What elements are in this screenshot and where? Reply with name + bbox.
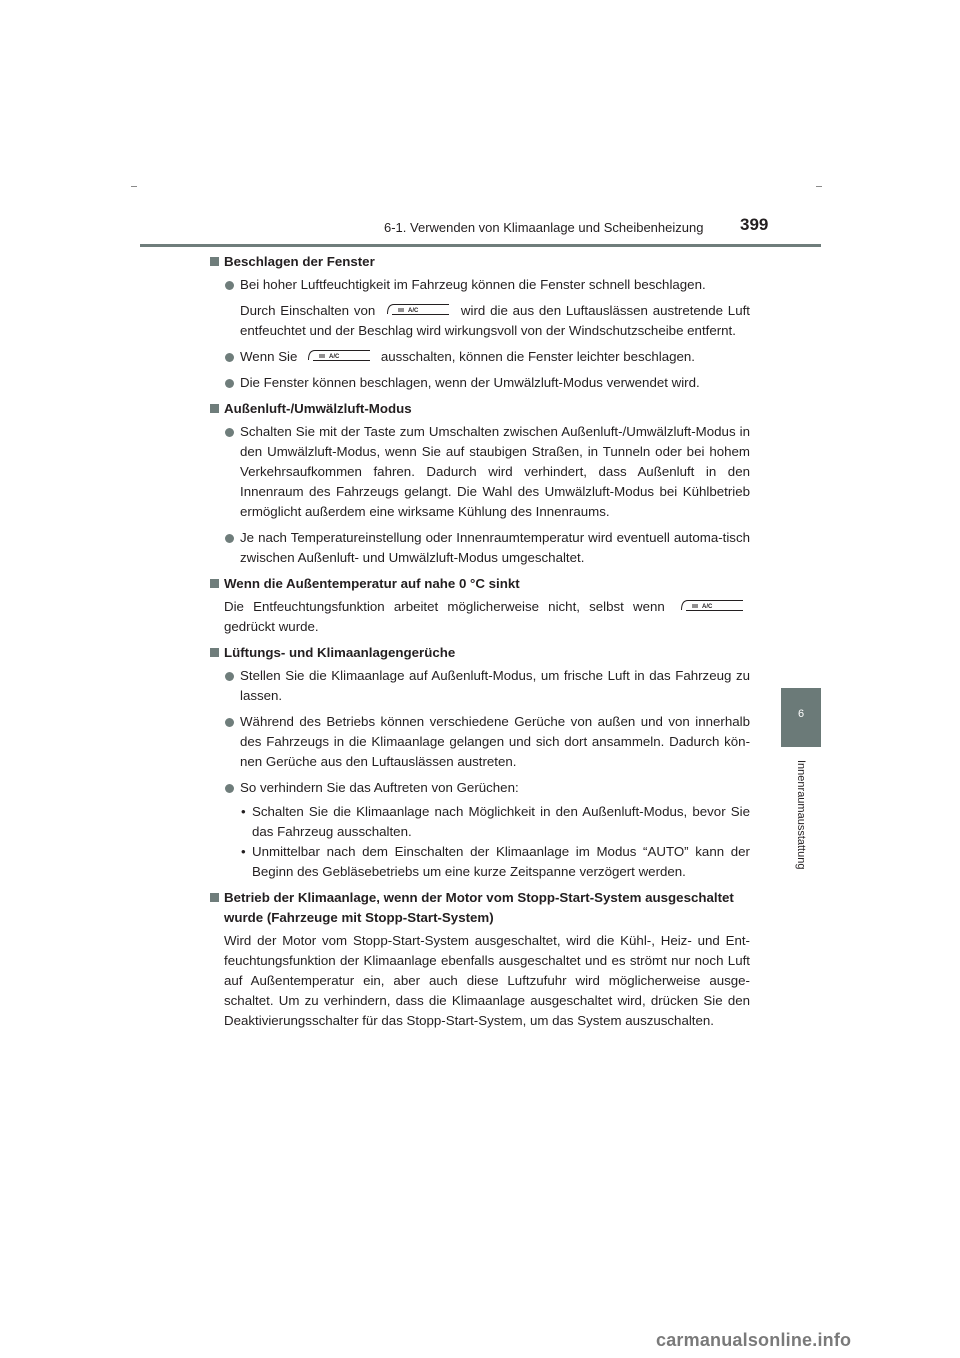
section-heading: Beschlagen der Fenster — [210, 252, 750, 272]
bullet-text: Schalten Sie mit der Taste zum Umschalten zwischen Außenluft-/Umwälzluft-Modus in den Umwälzluft-Modus, wenn Sie auf staubigen Straßen, in Tunneln oder bei hohem Verkehrsaufkommen fahren. Dadurch wird verhindert, dass Außenluft in den Innenraum des Fahrzeugs gelangt. Die Wahl des Umwälzluft-Modus bei Kühlbetrieb ermöglicht außerdem eine wirksame Kühlung des Innenraums. — [240, 424, 750, 519]
bullet-text: So verhindern Sie das Auftreten von Gerüchen: — [240, 780, 519, 795]
circle-bullet-icon — [225, 672, 234, 681]
square-bullet-icon — [210, 579, 219, 588]
ac-button-icon — [307, 348, 371, 362]
section-fogging — [210, 252, 750, 393]
sub-bullet-mark: • — [241, 844, 246, 859]
bullet-item — [210, 778, 750, 798]
circle-bullet-icon — [225, 379, 234, 388]
circle-bullet-icon — [225, 784, 234, 793]
svg-text:A/C: A/C — [408, 308, 419, 315]
section-title: 6-1. Verwenden von Klimaanlage und Scheibenheizung — [384, 220, 704, 235]
crop-mark-right — [816, 186, 822, 187]
circle-bullet-icon — [225, 353, 234, 362]
svg-text:A/C: A/C — [702, 604, 713, 611]
header-rule — [140, 244, 821, 247]
section-near-zero — [210, 574, 750, 637]
square-bullet-icon — [210, 648, 219, 657]
watermark: carmanualsonline.info — [656, 1330, 852, 1350]
bullet-text: Während des Betriebs können verschiedene Gerüche von außen und von innerhalb des Fahrzeugs in die Klimaanlage gelangen und sich dort ansammeln. Dadurch kön-nen Gerüche aus den Luftauslässen austreten. — [240, 714, 750, 769]
bullet-item: Wenn Sie A/C ausschalten, können die Fenster leichter beschlagen. — [210, 347, 750, 367]
chapter-title: Innenraumausstattung — [795, 760, 807, 870]
ac-button-icon — [386, 302, 450, 316]
section-recirculation — [210, 399, 750, 568]
section-heading: Wenn die Außentemperatur auf nahe 0 °C sinkt — [210, 574, 750, 594]
page-content — [210, 252, 750, 1037]
section-heading: Betrieb der Klimaanlage, wenn der Motor vom Stopp-Start-System ausgeschaltet wurde (Fahrzeuge mit Stopp-Start-System) — [210, 888, 750, 928]
paragraph: Die Entfeuchtungsfunktion arbeitet möglicherweise nicht, selbst wenn A/C gedrückt wurde. — [210, 597, 750, 637]
chapter-number: 6 — [797, 708, 805, 720]
bullet-item — [210, 422, 750, 522]
chapter-tab — [781, 688, 821, 747]
paragraph: Wird der Motor vom Stopp-Start-System ausgeschaltet, wird die Kühl-, Heiz- und Ent-feuchtungsfunktion der Klimaanlage ebenfalls ausgeschaltet und es strömt nur noch Luft auf Außentemperatur ein, aber auch diese Luftzufuhr wird möglicherweise ausge-schaltet. Um zu verhindern, dass die Klimaanlage ausgeschaltet wird, drücken Sie den Deaktivierungsschalter für das Stopp-Start-System, um das System auszuschalten. — [224, 933, 750, 1028]
sub-list-item: • Schalten Sie die Klimaanlage nach Möglichkeit in den Außenluft-Modus, bevor Sie das Fahrzeug ausschalten. — [241, 804, 750, 839]
bullet-item — [210, 712, 750, 772]
bullet-item — [210, 528, 750, 568]
bullet-text: Je nach Temperatureinstellung oder Innenraumtemperatur wird eventuell automa-tisch zwischen Außenluft- und Umwälzluft-Modus umgeschaltet. — [240, 530, 750, 565]
bullet-text: Bei hoher Luftfeuchtigkeit im Fahrzeug können die Fenster schnell beschlagen. — [240, 277, 706, 292]
svg-text:A/C: A/C — [329, 354, 340, 361]
section-stop-start — [210, 888, 750, 1031]
section-heading: Außenluft-/Umwälzluft-Modus — [210, 399, 750, 419]
circle-bullet-icon — [225, 428, 234, 437]
crop-mark-left — [131, 186, 137, 187]
bullet-text: Stellen Sie die Klimaanlage auf Außenluft-Modus, um frische Luft in das Fahrzeug zu lassen. — [240, 668, 750, 703]
section-odors — [210, 643, 750, 882]
circle-bullet-icon — [225, 718, 234, 727]
sub-list-item: • Unmittelbar nach dem Einschalten der Klimaanlage im Modus “AUTO” kann der Beginn des Gebläsebetriebs um eine kurze Zeitspanne verzögert werden. — [241, 844, 750, 879]
ac-button-icon — [680, 598, 744, 612]
bullet-text: Die Fenster können beschlagen, wenn der Umwälzluft-Modus verwendet wird. — [240, 375, 700, 390]
square-bullet-icon — [210, 257, 219, 266]
sub-bullet-mark: • — [241, 804, 246, 819]
square-bullet-icon — [210, 893, 219, 902]
square-bullet-icon — [210, 404, 219, 413]
bullet-item — [210, 275, 750, 341]
bullet-item — [210, 666, 750, 706]
bullet-item — [210, 373, 750, 393]
circle-bullet-icon — [225, 534, 234, 543]
section-heading: Lüftungs- und Klimaanlagengerüche — [210, 643, 750, 663]
circle-bullet-icon — [225, 281, 234, 290]
bullet-text: Durch Einschalten von A/C wird die aus den Luftauslässen austretende Luft entfeuchtet und der Beschlag wird wirkungsvoll von der Windschutzscheibe entfernt. — [240, 303, 750, 338]
page-number: 399 — [740, 215, 769, 234]
